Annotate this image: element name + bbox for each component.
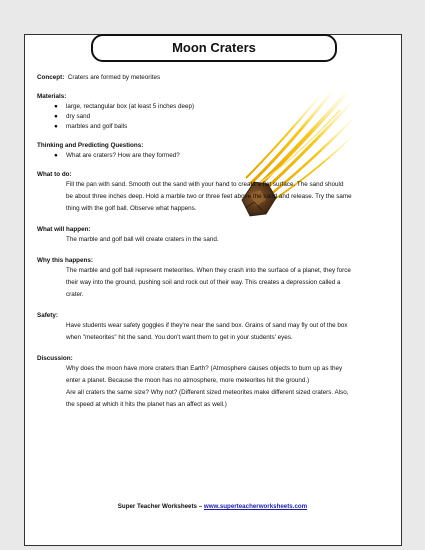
what-will-happen-heading: What will happen: — [37, 226, 91, 234]
thinking-item: ● What are craters? How are they formed? — [54, 152, 180, 160]
materials-item: ● dry sand — [54, 113, 91, 121]
why-text: The marble and golf ball represent meteorites. When they crash into the surface of a planet, they force their way into the ground, pushing soil and rock out of their way. This creates a depression called a crater. — [66, 267, 351, 299]
concept-label: Concept: — [37, 74, 65, 81]
discussion-text: Why does the moon have more craters than Earth? (Atmosphere causes objects to burn up as they enter a planet. Because the moon has no atmosphere, more meteorites hit the ground.) Are all craters the same size? Why not? (Different sized meteorites make different sized craters. Also, the speed at which it hits the planet has an affect as well.) — [66, 365, 349, 408]
safety-text: Have students wear safety goggles if they're near the sand box. Grains of sand may fly out of the box when "meteorites" hit the sand. You don't want them to get in your students' eyes. — [66, 322, 348, 342]
footer-brand: Super Teacher Worksheets — [117, 503, 198, 510]
concept-text: Craters are formed by meteorites — [67, 74, 161, 81]
materials-item: ● marbles and golf balls — [54, 123, 128, 131]
why-heading: Why this happens: — [37, 257, 93, 265]
what-will-happen-text: The marble and golf ball will create craters in the sand. — [66, 236, 219, 244]
what-to-do-text: Fill the pan with sand. Smooth out the sand with your hand to create a flat surface. The sand should be about three inches deep. Hold a marble two or three feet above the sand and release. Try the same thing with the golf ball. Observe what happens. — [66, 181, 352, 213]
bullet-icon: ● — [54, 123, 58, 131]
what-to-do-heading: What to do: — [37, 171, 72, 179]
concept-line — [37, 74, 387, 82]
bullet-icon: ● — [54, 152, 58, 160]
worksheet-content — [37, 74, 387, 411]
safety-heading: Safety: — [37, 312, 58, 320]
materials-heading: Materials: — [37, 93, 67, 101]
footer — [0, 503, 425, 510]
footer-separator: – — [197, 503, 204, 510]
thinking-heading: Thinking and Predicting Questions: — [37, 142, 144, 150]
bullet-icon: ● — [54, 103, 58, 111]
footer-link[interactable]: www.superteacherworksheets.com — [203, 503, 308, 510]
worksheet-title: Moon Craters — [91, 34, 337, 62]
materials-item: ● large, rectangular box (at least 5 inches deep) — [54, 103, 195, 111]
bullet-icon: ● — [54, 113, 58, 121]
discussion-heading: Discussion: — [37, 355, 73, 363]
